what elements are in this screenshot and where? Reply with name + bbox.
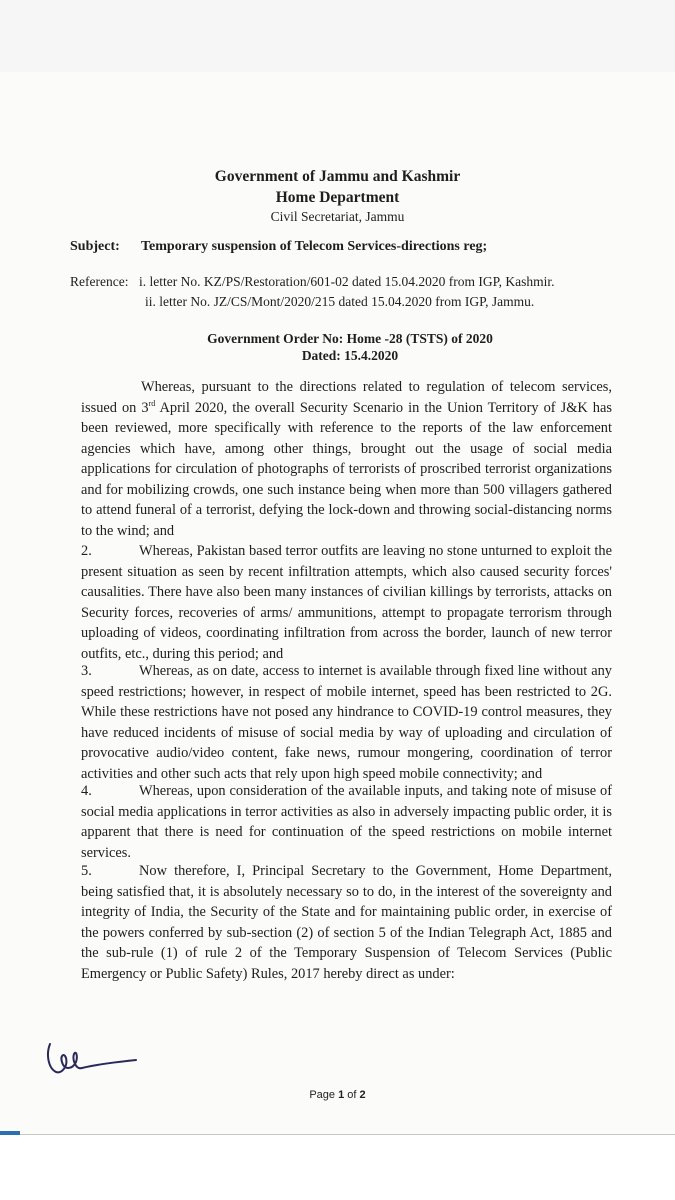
paragraph-2: [81, 541, 612, 664]
paragraph-3: [81, 661, 612, 784]
paragraph-4-text: Whereas, upon consideration of the available inputs, and taking note of misuse of social media applications in terror activities as also in adversely impacting public order, it is apparent that there is need for continuation of the speed restrictions on mobile internet services.: [81, 783, 612, 861]
header-government: Government of Jammu and Kashmir: [214, 168, 461, 185]
document-page: [0, 72, 675, 1134]
header-address: Civil Secretariat, Jammu: [270, 209, 405, 224]
paragraph-number: 5.: [81, 863, 92, 879]
paragraph-4: [81, 781, 612, 863]
reference-item: i. letter No. KZ/PS/Restoration/601-02 dated 15.04.2020 from IGP, Kashmir.: [139, 274, 555, 289]
paragraph-number: 4.: [81, 783, 92, 799]
page-current: 1: [338, 1089, 345, 1101]
subject-text: Temporary suspension of Telecom Services-directions reg;: [141, 239, 488, 254]
page-number: [0, 1089, 675, 1101]
page-total: 2: [359, 1089, 366, 1101]
page-word: Page: [309, 1089, 336, 1101]
paragraph-1-text: April 2020, the overall Security Scenario in the Union Territory of J&K has been reviewed, more specifically with reference to the reports of the law enforcement agencies which have, among other things, brought out the usage of social media applications for circulation of photographs of terrorists of proscribed terrorist organizations and for mobilizing crowds, one such instance being when more than 500 villagers gathered to attend funeral of a terrorist, defying the lock-down and throwing social-distancing norms to the wind; and: [81, 399, 612, 539]
order-number: Government Order No: Home -28 (TSTS) of 2020: [207, 331, 493, 346]
paragraph-5-text: Now therefore, I, Principal Secretary to the Government, Home Department, being satisfied that, it is absolutely necessary so to do, in the interest of the sovereignty and integrity of India, the Security of the State and for maintaining public order, in exercise of the powers conferred by sub-section (2) of section 5 of the Indian Telegraph Act, 1885 and the sub-rule (1) of rule 2 of the Temporary Suspension of Telecom Services (Public Emergency or Public Safety) Rules, 2017 hereby direct as under:: [81, 863, 612, 982]
top-margin: [0, 0, 675, 72]
subject-label: Subject:: [70, 239, 120, 254]
order-date: Dated: 15.4.2020: [301, 348, 399, 363]
paragraph-1: [81, 377, 612, 541]
reference-item: ii. letter No. JZ/CS/Mont/2020/215 dated 15.04.2020 from IGP, Jammu.: [145, 294, 535, 309]
page-of: of: [347, 1089, 357, 1101]
paragraph-1-superscript: rd: [148, 398, 156, 408]
paragraph-1-text: Whereas, pursuant to the directions related to regulation of telecom services, issued on 3: [81, 379, 612, 416]
bottom-margin: [0, 1135, 675, 1200]
paragraph-2-text: Whereas, Pakistan based terror outfits are leaving no stone unturned to exploit the present situation as seen by recent infiltration attempts, which also caused security forces' causalities. There have also been many instances of civilian killings by terrorists, attacks on Security forces, recoveries of arms/ ammunitions, attempt to propagate terrorism through uploading of videos, coordinating infiltration from across the border, launch of new terror outfits, etc., during this period; and: [81, 543, 612, 662]
paragraph-number: 3.: [81, 663, 92, 679]
paragraph-5: [81, 861, 612, 984]
signature-mark: [42, 1040, 142, 1080]
header-department: Home Department: [275, 189, 400, 206]
paragraph-3-text: Whereas, as on date, access to internet is available through fixed line without any speed restrictions; however, in respect of mobile internet, speed has been restricted to 2G. While these restrictions have not posed any hindrance to COVID-19 control measures, they have reduced incidents of misuse of social media by way of uploading and circulation of provocative audio/video content, fake news, rumour mongering, coordination of terror activities and other such acts that rely upon high speed mobile connectivity; and: [81, 663, 612, 782]
paragraph-number: 2.: [81, 543, 92, 559]
reference-label: Reference:: [70, 274, 129, 289]
